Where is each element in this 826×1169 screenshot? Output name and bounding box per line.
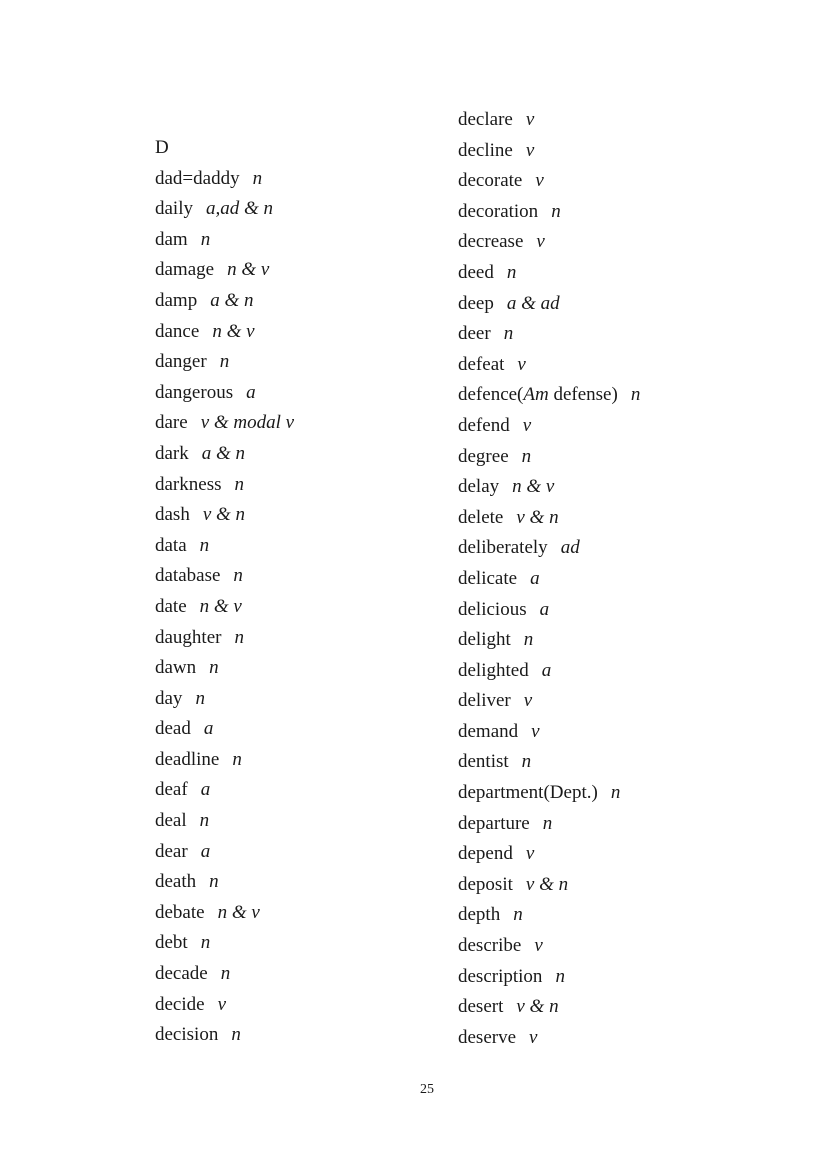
entry-word: daughter (155, 626, 222, 648)
entry-part-of-speech: n (503, 323, 514, 345)
entry-part-of-speech: n & v (212, 320, 255, 342)
entry-part-of-speech: v (531, 720, 540, 742)
word-entry (458, 809, 640, 840)
word-entry (458, 656, 640, 687)
entry-part-of-speech: n (220, 963, 231, 985)
entry-part-of-speech: v (525, 109, 535, 130)
entry-part-of-speech: n & v (217, 901, 260, 923)
entry-word: decrease (458, 231, 524, 253)
entry-word: decorate (458, 170, 523, 192)
entry-part-of-speech: v & n (516, 506, 559, 528)
entry-word: describe (458, 935, 522, 957)
section-letter (155, 133, 294, 164)
word-entry (155, 592, 294, 623)
word-entry (155, 531, 294, 562)
entry-word: degree (458, 445, 509, 467)
entry-word: dare (155, 412, 188, 434)
word-entry (155, 714, 294, 745)
entry-word: decade (155, 963, 208, 985)
entry-part-of-speech: v (522, 414, 532, 436)
word-entry (458, 319, 640, 350)
word-entry (458, 380, 640, 411)
word-entry (155, 225, 294, 256)
word-entry (155, 928, 294, 959)
word-entry (458, 870, 640, 901)
word-entry (155, 990, 294, 1021)
entry-word: depend (458, 843, 513, 865)
word-entry (155, 286, 294, 317)
entry-word: delight (458, 629, 511, 651)
entry-word: deserve (458, 1026, 517, 1048)
word-entry (155, 194, 294, 225)
entry-part-of-speech: n & v (512, 476, 555, 498)
entry-word: deed (458, 261, 494, 283)
entry-word: deliberately (458, 537, 548, 559)
entry-word: darkness (155, 473, 222, 495)
word-entry (155, 317, 294, 348)
entry-part-of-speech: a (203, 718, 214, 740)
entry-part-of-speech: v (535, 170, 544, 192)
entry-part-of-speech: a (200, 840, 211, 862)
word-entry (155, 623, 294, 654)
entry-word: defence(Am defense) (458, 384, 618, 406)
word-entry (155, 500, 294, 531)
entry-word: date (155, 595, 187, 617)
word-entry (458, 472, 640, 503)
word-entry (155, 1020, 294, 1051)
entry-part-of-speech: n (521, 751, 532, 773)
entry-part-of-speech: n & v (199, 595, 242, 617)
word-entry (458, 105, 640, 136)
entry-part-of-speech: n (610, 782, 621, 804)
entry-part-of-speech: a (539, 598, 550, 620)
word-entry (458, 564, 640, 595)
word-entry (155, 408, 294, 439)
word-entry (155, 745, 294, 776)
entry-word: delay (458, 476, 500, 498)
entry-part-of-speech: v (525, 843, 535, 865)
entry-word: dear (155, 840, 188, 862)
word-entry (155, 653, 294, 684)
entry-part-of-speech: n (232, 748, 242, 770)
entry-part-of-speech: n (219, 351, 230, 373)
entry-word: dash (155, 504, 190, 526)
word-entry (458, 442, 640, 473)
entry-part-of-speech: v & modal v (200, 412, 295, 434)
word-entry (155, 439, 294, 470)
entry-word: deliver (458, 690, 511, 712)
word-entry (155, 470, 294, 501)
entry-part-of-speech: v (536, 231, 545, 253)
entry-word: delicate (458, 567, 518, 589)
entry-word: debt (155, 932, 188, 954)
entry-part-of-speech: a (530, 567, 540, 589)
entry-word: depth (458, 904, 501, 926)
entry-part-of-speech: v (525, 139, 535, 161)
entry-part-of-speech: n (200, 228, 211, 250)
word-entry (458, 747, 640, 778)
entry-part-of-speech: v (534, 935, 543, 957)
entry-part-of-speech: n (199, 810, 210, 832)
entry-word: delighted (458, 659, 529, 681)
entry-part-of-speech: n (209, 657, 219, 679)
entry-word: department(Dept.) (458, 782, 598, 804)
entry-part-of-speech: n (521, 445, 532, 467)
entry-word: decoration (458, 200, 539, 222)
entry-word: D (155, 137, 169, 158)
entry-word: damp (155, 289, 198, 311)
entry-part-of-speech: n (200, 932, 211, 954)
word-entry (155, 775, 294, 806)
entry-part-of-speech: n (234, 626, 244, 648)
entry-word: delicious (458, 598, 527, 620)
word-entry (458, 503, 640, 534)
entry-word: deal (155, 810, 187, 832)
entry-word-italic-note: Am (523, 384, 549, 406)
entry-part-of-speech: n (231, 1024, 241, 1046)
word-entry (155, 561, 294, 592)
entry-part-of-speech: v & n (525, 873, 569, 895)
entry-word: dentist (458, 751, 509, 773)
entry-word: death (155, 871, 197, 893)
word-entry (458, 258, 640, 289)
entry-part-of-speech: v (529, 1026, 538, 1048)
entry-word: decide (155, 993, 205, 1015)
word-entry (458, 166, 640, 197)
entry-part-of-speech: n (233, 565, 243, 587)
word-entry (155, 837, 294, 868)
word-entry (458, 227, 640, 258)
entry-word: desert (458, 996, 504, 1018)
entry-word: dawn (155, 657, 197, 679)
word-entry (458, 900, 640, 931)
word-entry (155, 347, 294, 378)
entry-word: database (155, 565, 221, 587)
entry-word: dam (155, 228, 188, 250)
entry-word: dark (155, 442, 189, 464)
entry-word: dangerous (155, 381, 234, 403)
word-entry (458, 625, 640, 656)
word-entry (458, 289, 640, 320)
entry-word: deaf (155, 779, 188, 801)
entry-part-of-speech: n (195, 687, 205, 709)
word-entry (458, 350, 640, 381)
entry-word: data (155, 534, 187, 556)
word-entry (458, 839, 640, 870)
entry-word: decision (155, 1024, 219, 1046)
entry-word: defend (458, 414, 510, 436)
entry-part-of-speech: a & ad (506, 292, 560, 314)
entry-part-of-speech: a (200, 779, 211, 801)
entry-word: defeat (458, 353, 505, 375)
entry-part-of-speech: a (246, 381, 256, 403)
entry-part-of-speech: n (506, 261, 517, 283)
entry-part-of-speech: n (523, 629, 534, 651)
word-entry (458, 595, 640, 626)
entry-word: description (458, 965, 543, 987)
entry-word: delete (458, 506, 504, 528)
word-entry (458, 411, 640, 442)
entry-part-of-speech: n (630, 384, 641, 406)
entry-part-of-speech: ad (560, 537, 580, 559)
word-entry (155, 684, 294, 715)
entry-word: deer (458, 323, 491, 345)
entry-word: daily (155, 198, 193, 220)
word-entry (155, 867, 294, 898)
page-number: 25 (420, 1082, 434, 1097)
entry-part-of-speech: n (209, 871, 219, 893)
entry-word: dance (155, 320, 200, 342)
word-entry (458, 931, 640, 962)
word-entry (155, 959, 294, 990)
word-entry (155, 378, 294, 409)
entry-part-of-speech: n & v (227, 259, 270, 281)
entry-word: danger (155, 351, 207, 373)
word-entry (458, 1023, 640, 1054)
entry-part-of-speech: a & n (201, 442, 246, 464)
entry-word: dad=daddy (155, 167, 240, 189)
entry-word: dead (155, 718, 191, 740)
wordlist-column-left (155, 133, 294, 1051)
entry-part-of-speech: n (234, 473, 244, 495)
word-entry (155, 255, 294, 286)
entry-part-of-speech: n (199, 534, 210, 556)
word-entry (458, 962, 640, 993)
word-entry (458, 136, 640, 167)
entry-word: deposit (458, 873, 513, 895)
entry-part-of-speech: v & n (516, 996, 559, 1018)
word-entry (155, 898, 294, 929)
word-entry (458, 533, 640, 564)
entry-part-of-speech: a,ad & n (206, 198, 274, 220)
entry-word: damage (155, 259, 215, 281)
entry-word: debate (155, 901, 205, 923)
entry-part-of-speech: a (541, 659, 552, 681)
entry-part-of-speech: v & n (202, 504, 246, 526)
entry-word: deadline (155, 748, 220, 770)
entry-word: decline (458, 139, 513, 161)
word-entry (458, 686, 640, 717)
entry-part-of-speech: n (513, 904, 523, 926)
word-entry (155, 164, 294, 195)
entry-part-of-speech: n (252, 167, 263, 189)
wordlist-column-right (458, 105, 640, 1053)
entry-word: demand (458, 720, 519, 742)
word-entry (458, 717, 640, 748)
word-entry (458, 197, 640, 228)
word-entry (458, 992, 640, 1023)
entry-part-of-speech: v (523, 690, 533, 712)
entry-part-of-speech: n (551, 200, 561, 222)
entry-part-of-speech: n (555, 965, 565, 987)
entry-word: declare (458, 109, 513, 130)
entry-part-of-speech: n (542, 812, 553, 834)
word-entry (458, 778, 640, 809)
entry-part-of-speech: a & n (210, 289, 254, 311)
entry-part-of-speech: v (217, 993, 227, 1015)
entry-word: deep (458, 292, 494, 314)
word-entry (155, 806, 294, 837)
entry-word: departure (458, 812, 530, 834)
entry-part-of-speech: v (517, 353, 526, 375)
entry-word: day (155, 687, 183, 709)
